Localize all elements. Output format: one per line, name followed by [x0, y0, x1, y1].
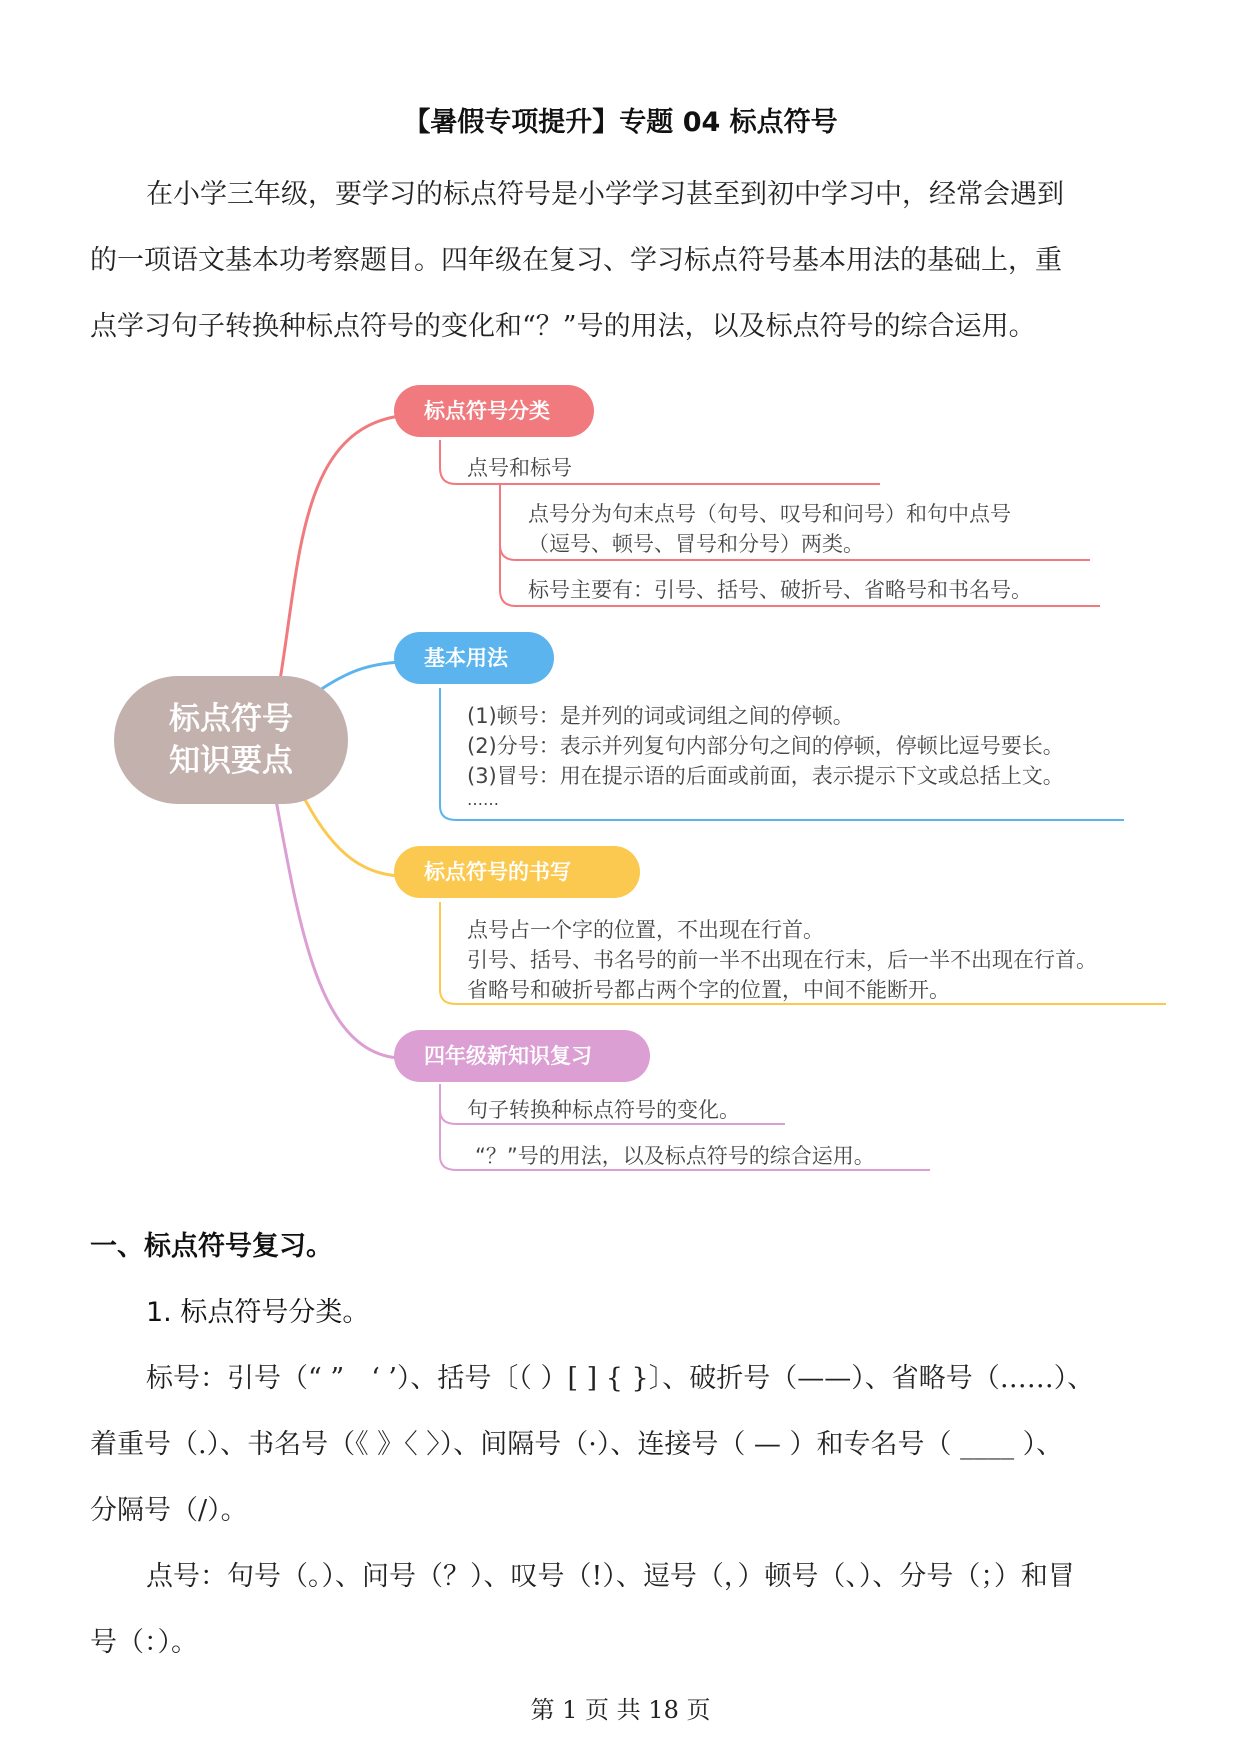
branch-writing-line-3: 省略号和破折号都占两个字的位置，中间不能断开。: [467, 978, 950, 1002]
branch-classification-line-2: 点号分为句末点号（句号、叹号和问号）和句中点号: [528, 502, 1011, 526]
section-sub-heading: 1. 标点符号分类。: [146, 1297, 370, 1328]
branch-grade4-line-2: “？”号的用法，以及标点符号的综合运用。: [475, 1144, 875, 1168]
branch-classification-title: 标点符号分类: [394, 385, 594, 437]
intro-line-1: 在小学三年级，要学习的标点符号是小学学习甚至到初中学习中，经常会遇到: [146, 179, 1064, 210]
branch-basic-usage-line-4: ……: [467, 790, 499, 809]
connector-grade4: [276, 800, 400, 1058]
section-heading: 一、标点符号复习。: [90, 1231, 333, 1262]
body-line-2: 着重号（.）、书名号（《 》〈 〉）、间隔号（·）、连接号（ — ）和专名号（ ____ ）、: [90, 1429, 1064, 1460]
branch-basic-usage-line-2: (2)分号：表示并列复句内部分句之间的停顿，停顿比逗号要长。: [467, 734, 1064, 758]
connector-basic-usage: [320, 662, 400, 690]
branch-grade4-title: 四年级新知识复习: [394, 1030, 650, 1082]
connector-writing: [300, 790, 400, 876]
intro-line-2: 的一项语文基本功考察题目。四年级在复习、学习标点符号基本用法的基础上，重: [90, 245, 1062, 276]
body-line-4: 点号：句号（。）、问号（？）、叹号（!）、逗号（，）顿号（、）、分号（；）和冒: [146, 1561, 1075, 1592]
branch-basic-usage-line-3: (3)冒号：用在提示语的后面或前面，表示提示下文或总括上文。: [467, 764, 1064, 788]
branch-classification-line-1: 点号和标号: [467, 456, 572, 480]
branch-classification-line-3: （逗号、顿号、冒号和分号）两类。: [528, 532, 864, 556]
branch-grade4-line-1: 句子转换种标点符号的变化。: [467, 1098, 740, 1122]
branch-writing-line-2: 引号、括号、书名号的前一半不出现在行末，后一半不出现在行首。: [467, 948, 1097, 972]
page-footer: 第 1 页 共 18 页: [530, 1696, 711, 1724]
branch-writing-title: 标点符号的书写: [394, 846, 640, 898]
body-line-3: 分隔号（/）。: [90, 1495, 248, 1526]
center-line-1: 标点符号: [169, 701, 293, 737]
mindmap-center-node: [114, 676, 348, 804]
connector-classification: [280, 416, 400, 680]
branch-basic-usage-title: 基本用法: [394, 632, 554, 684]
center-line-2: 知识要点: [169, 743, 293, 779]
body-line-5: 号（：）。: [90, 1627, 198, 1658]
branch-writing-line-1: 点号占一个字的位置，不出现在行首。: [467, 918, 824, 942]
intro-line-3: 点学习句子转换种标点符号的变化和“？”号的用法，以及标点符号的综合运用。: [90, 311, 1036, 342]
branch-classification-line-4: 标号主要有：引号、括号、破折号、省略号和书名号。: [528, 578, 1032, 602]
body-line-1: 标号：引号（“ ” ‘ ’）、括号〔（ ）[ ] { }〕、破折号（——）、省略号（……）、: [146, 1363, 1095, 1394]
branch-basic-usage-line-1: (1)顿号：是并列的词或词组之间的停顿。: [467, 704, 854, 728]
page-title: 【暑假专项提升】专题 04 标点符号: [403, 107, 838, 138]
